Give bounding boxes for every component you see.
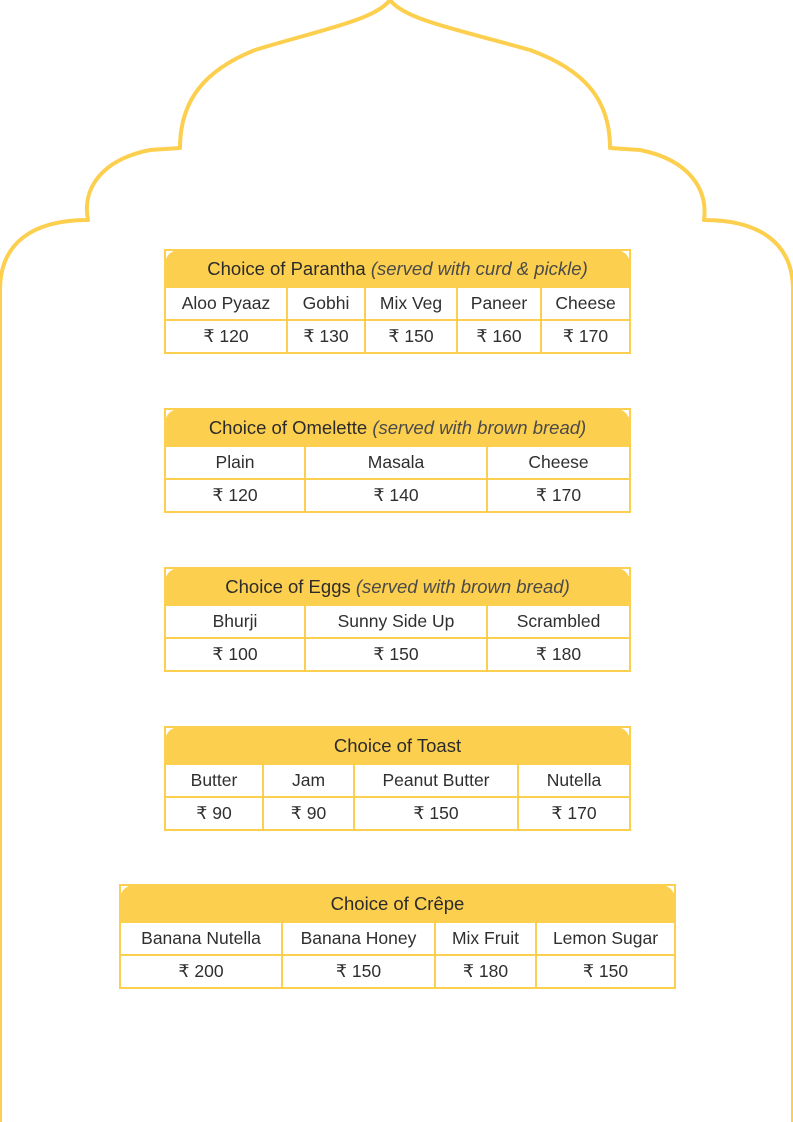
item-price: ₹ 120 [165, 479, 305, 512]
section-title-text: Choice of Omelette [208, 416, 368, 438]
section-title [165, 250, 630, 287]
item-name: Plain [165, 446, 305, 479]
parantha-menu-table [164, 249, 631, 354]
item-name: Cheese [541, 287, 630, 320]
item-name: Cheese [487, 446, 630, 479]
item-price: ₹ 150 [365, 320, 457, 353]
item-name: Lemon Sugar [536, 922, 675, 955]
item-price: ₹ 140 [305, 479, 487, 512]
table-header-row [120, 885, 675, 922]
toast-menu-table [164, 726, 631, 831]
item-price: ₹ 170 [518, 797, 630, 830]
price-row [165, 320, 630, 353]
section-note: (served with brown bread) [372, 416, 587, 438]
section-title-text: Choice of Eggs [225, 575, 351, 597]
item-name: Masala [305, 446, 487, 479]
omelette-menu-table [164, 408, 631, 513]
price-row [165, 638, 630, 671]
item-price: ₹ 150 [354, 797, 518, 830]
item-price: ₹ 90 [263, 797, 354, 830]
item-name: Jam [263, 764, 354, 797]
table-header-row [165, 250, 630, 287]
item-name: Banana Honey [282, 922, 435, 955]
table-header-row [165, 568, 630, 605]
item-name: Butter [165, 764, 263, 797]
section-note: (served with brown bread) [355, 575, 570, 597]
price-row [165, 797, 630, 830]
section-title-text: Choice of Toast [333, 734, 462, 756]
item-name: Banana Nutella [120, 922, 282, 955]
item-name: Aloo Pyaaz [165, 287, 287, 320]
item-price: ₹ 100 [165, 638, 305, 671]
item-name: Bhurji [165, 605, 305, 638]
item-price: ₹ 170 [487, 479, 630, 512]
item-price: ₹ 160 [457, 320, 541, 353]
section-title [120, 885, 675, 922]
item-price: ₹ 200 [120, 955, 282, 988]
item-price: ₹ 150 [305, 638, 487, 671]
section-title-text: Choice of Crêpe [330, 892, 465, 914]
item-price: ₹ 150 [536, 955, 675, 988]
item-name: Nutella [518, 764, 630, 797]
item-price: ₹ 90 [165, 797, 263, 830]
item-price: ₹ 120 [165, 320, 287, 353]
item-price: ₹ 180 [435, 955, 536, 988]
price-row [120, 955, 675, 988]
section-title [165, 568, 630, 605]
item-row [120, 922, 675, 955]
item-row [165, 764, 630, 797]
item-price: ₹ 130 [287, 320, 365, 353]
item-price: ₹ 170 [541, 320, 630, 353]
item-row [165, 605, 630, 638]
table-header-row [165, 409, 630, 446]
table-header-row [165, 727, 630, 764]
item-name: Paneer [457, 287, 541, 320]
item-name: Peanut Butter [354, 764, 518, 797]
section-title-text: Choice of Parantha [207, 257, 366, 279]
item-name: Mix Fruit [435, 922, 536, 955]
item-row [165, 446, 630, 479]
item-name: Gobhi [287, 287, 365, 320]
item-name: Mix Veg [365, 287, 457, 320]
item-name: Scrambled [487, 605, 630, 638]
crepe-menu-table [119, 884, 676, 989]
price-row [165, 479, 630, 512]
eggs-menu-table [164, 567, 631, 672]
section-title [165, 409, 630, 446]
section-title [165, 727, 630, 764]
item-name: Sunny Side Up [305, 605, 487, 638]
item-price: ₹ 180 [487, 638, 630, 671]
item-row [165, 287, 630, 320]
item-price: ₹ 150 [282, 955, 435, 988]
section-note: (served with curd & pickle) [370, 257, 588, 279]
